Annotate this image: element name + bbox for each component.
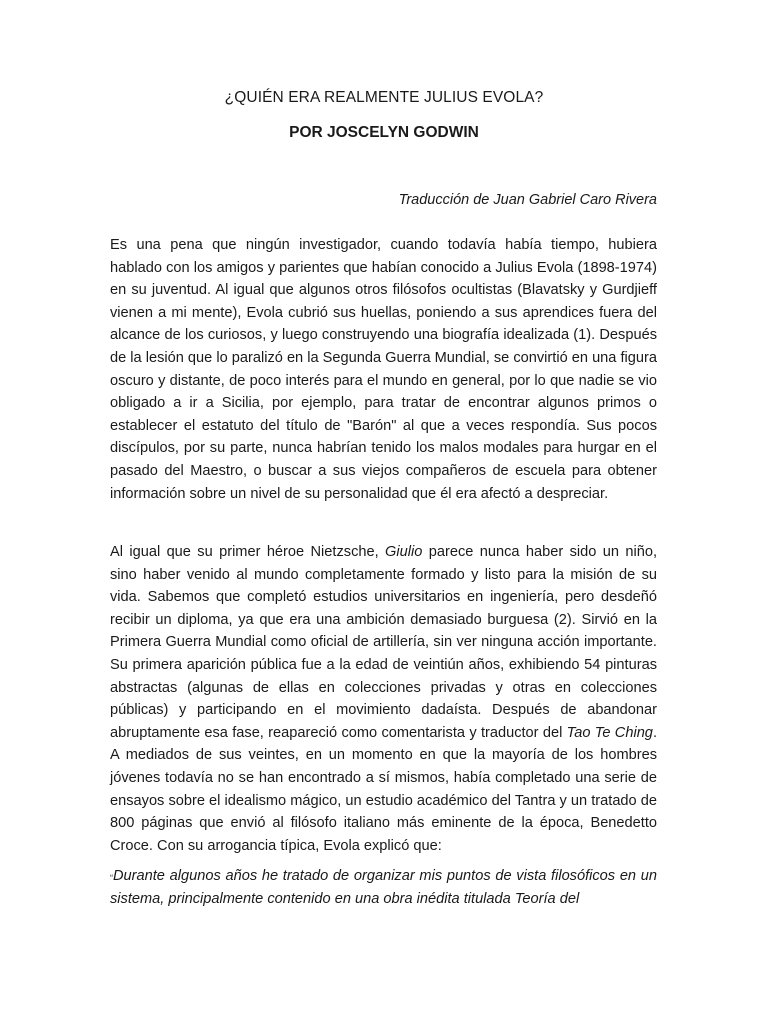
body-paragraph-2 xyxy=(110,541,657,857)
author-byline: POR JOSCELYN GODWIN xyxy=(289,124,479,141)
italic-title-tao-te-ching: Tao Te Ching xyxy=(566,724,653,741)
opening-quote-mark: “ xyxy=(110,873,113,883)
document-title: ¿QUIÉN ERA REALMENTE JULIUS EVOLA? xyxy=(224,89,544,106)
italic-name-giulio: Giulio xyxy=(385,544,423,560)
paragraph-2-text-c: . A mediados de sus veintes, en un momento en que la mayoría de los hombres jóvenes todavía no se han encontrado a sí mismos, había completado una serie de ensayos sobre el idealismo mágico, un estudio académico del Tantra y un tratado de 800 páginas que envió al filósofo italiano más eminente de la época, Benedetto Croce. Con su arrogancia típica, Evola explicó que: xyxy=(110,724,657,854)
body-paragraph-1: Es una pena que ningún investigador, cuando todavía había tiempo, hubiera hablado con los amigos y parientes que habían conocido a Julius Evola (1898-1974) en su juventud. Al igual que algunos otros filósofos ocultistas (Blavatsky y Gurdjieff vienen a mi mente), Evola cubrió sus huellas, poniendo a sus aprendices fuera del alcance de los curiosos, y luego construyendo una biografía idealizada (1). Después de la lesión que lo paralizó en la Segunda Guerra Mundial, se convirtió en una figura oscuro y distante, de poco interés para el mundo en general, por lo que nadie se vio obligado a ir a Sicilia, por ejemplo, para tratar de encontrar algunos primos o establecer el estatuto del título de "Barón" al que a veces respondía. Sus pocos discípulos, por su parte, nunca habrían tenido los malos modales para hurgar en el pasado del Maestro, o buscar a sus viejos compañeros de escuela para obtener información sobre un nivel de su personalidad que él era afectó a despreciar. xyxy=(110,237,657,502)
paragraph-2-text-a: Al igual que su primer héroe Nietzsche, xyxy=(110,544,386,560)
translator-credit: Traducción de Juan Gabriel Caro Rivera xyxy=(398,192,657,208)
quote-text: Durante algunos años he tratado de organizar mis puntos de vista filosóficos en un sistema, principalmente contenido en una obra inédita titulada Teoría del xyxy=(110,868,657,907)
paragraph-2-text-b: parece nunca haber sido un niño, sino haber venido al mundo completamente formado y listo para la misión de su vida. Sabemos que completó estudios universitarios en ingeniería, pero desdeñó recibir un diploma, ya que era una ambición demasiado burguesa (2). Sirvió en la Primera Guerra Mundial como oficial de artillería, sin ver ninguna acción importante. Su primera aparición pública fue a la edad de veintiún años, exhibiendo 54 pinturas abstractas (algunas de ellas en colecciones privadas y otras en colecciones públicas) y participando en el movimiento dadaísta. Después de abandonar abruptamente esa fase, reapareció como comentarista y traductor del xyxy=(110,544,657,741)
block-quote xyxy=(110,865,657,910)
